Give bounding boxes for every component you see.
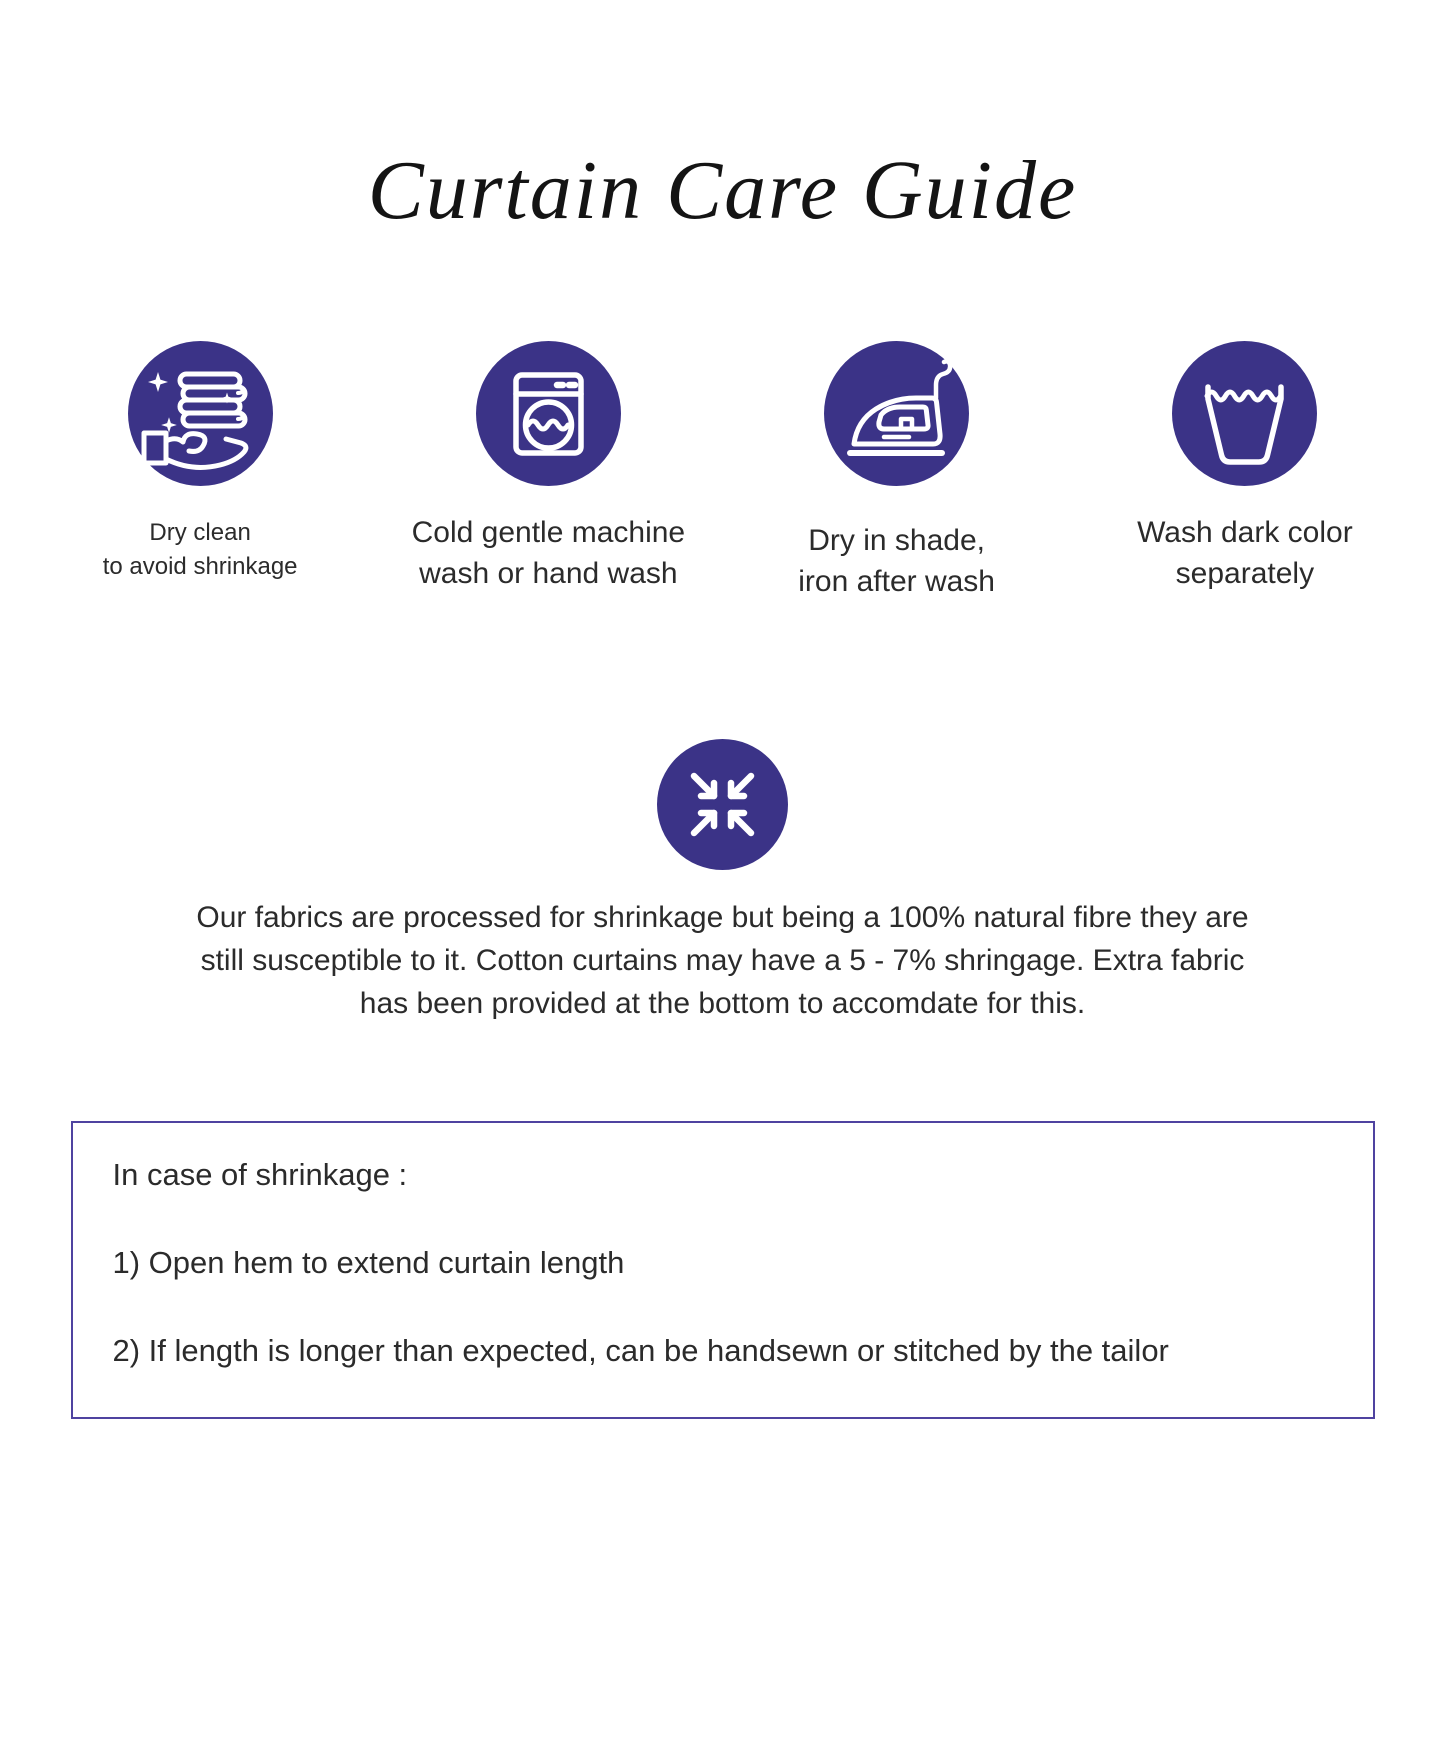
caption-line: separately: [1175, 557, 1315, 591]
care-caption-machine-wash: [412, 512, 686, 595]
care-item-machine-wash: [374, 341, 722, 603]
iron-icon-circle: [824, 341, 969, 486]
caption-line: Cold gentle machine: [411, 516, 686, 549]
shrinkage-box-heading: In case of shrinkage :: [112, 1157, 408, 1193]
page-title: Curtain Care Guide: [367, 144, 1078, 237]
iron-icon: [824, 341, 969, 486]
shrinkage-section: [0, 739, 1445, 870]
machine-wash-icon-circle: [476, 341, 621, 486]
washing-machine-icon: [476, 341, 621, 486]
shrinkage-note: [0, 896, 1445, 1026]
shrinkage-note-line: Our fabrics are processed for shrinkage but being a 100% natural fibre they are: [196, 900, 1249, 934]
care-caption-wash-dark: [1137, 512, 1353, 595]
shrinkage-note-line: has been provided at the bottom to accomdate for this.: [359, 987, 1086, 1021]
caption-line: Dry in shade,: [808, 524, 985, 557]
shrink-icon-circle: [657, 739, 788, 870]
shrinkage-note-line: still susceptible to it. Cotton curtains may have a 5 - 7% shringage. Extra fabric: [200, 943, 1245, 977]
curtain-care-guide-page: [0, 142, 1445, 1748]
care-icon-row: [0, 341, 1445, 603]
wash-dark-icon-circle: [1172, 341, 1317, 486]
shrinkage-box-item-2: 2) If length is longer than expected, can be handsewn or stitched by the tailor: [112, 1333, 1169, 1369]
shrink-arrows-icon: [657, 739, 788, 870]
care-item-wash-dark: [1071, 341, 1419, 603]
caption-line: iron after wash: [798, 565, 995, 599]
caption-line: Dry clean: [149, 519, 251, 546]
care-caption-dry-clean: [103, 516, 298, 584]
caption-line: wash or hand wash: [419, 557, 678, 591]
dry-clean-icon-circle: [128, 341, 273, 486]
caption-line: Wash dark color: [1137, 516, 1353, 549]
dry-clean-hand-towels-icon: [128, 341, 273, 486]
care-item-iron: [723, 341, 1071, 603]
caption-line: to avoid shrinkage: [102, 553, 298, 581]
wash-tub-icon: [1172, 341, 1317, 486]
care-caption-iron: [798, 520, 995, 603]
care-item-dry-clean: [26, 341, 374, 603]
shrinkage-instructions-box: [71, 1121, 1375, 1419]
shrinkage-box-item-1: 1) Open hem to extend curtain length: [112, 1245, 625, 1281]
